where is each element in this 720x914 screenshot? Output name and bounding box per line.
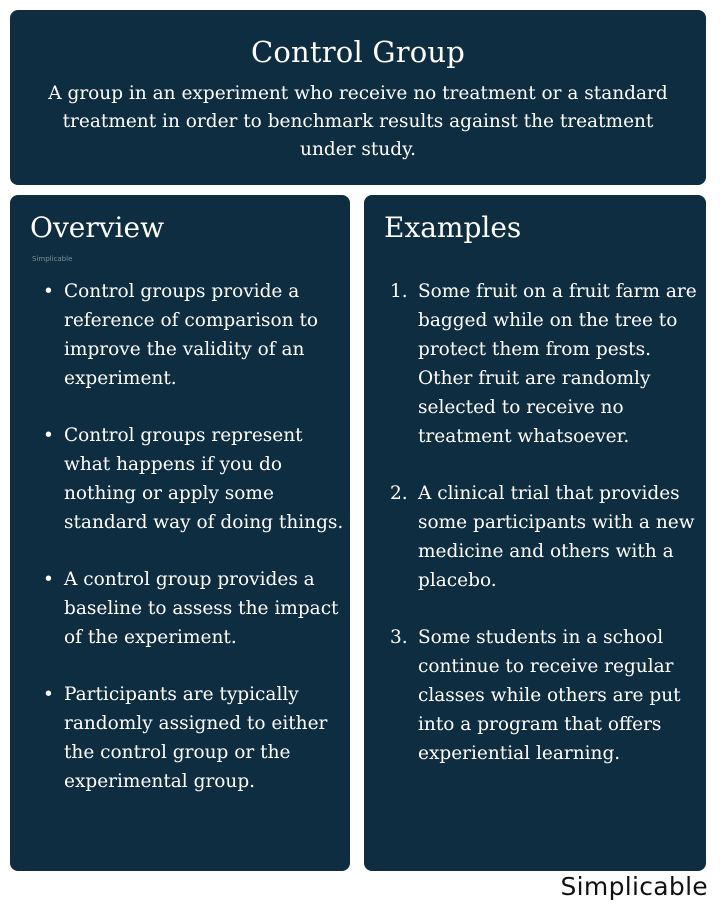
overview-item-text: Control groups provide a reference of comparison to improve the validity of an experiment. bbox=[64, 281, 319, 389]
header-card bbox=[10, 10, 706, 185]
examples-title: Examples bbox=[384, 211, 522, 244]
overview-item-text: A control group provides a baseline to assess the impact of the experiment. bbox=[64, 569, 339, 648]
examples-list bbox=[388, 277, 700, 796]
overview-card bbox=[10, 195, 350, 871]
page-title: Control Group bbox=[250, 35, 466, 69]
example-item-text: A clinical trial that provides some participants with a new medicine and others with a placebo. bbox=[418, 483, 695, 591]
bullet-icon: • bbox=[43, 569, 54, 590]
example-item-text: Some students in a school continue to receive regular classes while others are put into a program that offers experiential learning. bbox=[418, 627, 681, 764]
overview-item bbox=[34, 680, 344, 796]
watermark-label: Simplicable bbox=[32, 255, 73, 263]
example-number: 1. bbox=[390, 281, 408, 302]
overview-item bbox=[34, 277, 344, 393]
example-number: 3. bbox=[390, 627, 408, 648]
example-item bbox=[388, 623, 700, 768]
overview-title: Overview bbox=[30, 211, 165, 244]
examples-card bbox=[364, 195, 706, 871]
brand-logo-text: Simplicable bbox=[560, 872, 708, 901]
bullet-icon: • bbox=[43, 425, 54, 446]
example-item-text: Some fruit on a fruit farm are bagged while on the tree to protect them from pests. Other fruit are randomly selected to receive no treatment whatsoever. bbox=[418, 281, 697, 447]
example-number: 2. bbox=[390, 483, 408, 504]
bullet-icon: • bbox=[43, 281, 54, 302]
definition-text: A group in an experiment who receive no treatment or a standard treatment in order to benchmark results against the treatment under study. bbox=[48, 83, 668, 160]
overview-item-text: Participants are typically randomly assigned to either the control group or the experimental group. bbox=[64, 684, 328, 792]
overview-item-text: Control groups represent what happens if you do nothing or apply some standard way of doing things. bbox=[64, 425, 344, 533]
bullet-icon: • bbox=[43, 684, 54, 705]
example-item bbox=[388, 479, 700, 595]
overview-item bbox=[34, 565, 344, 652]
overview-list bbox=[34, 277, 344, 824]
example-item bbox=[388, 277, 700, 451]
overview-item bbox=[34, 421, 344, 537]
